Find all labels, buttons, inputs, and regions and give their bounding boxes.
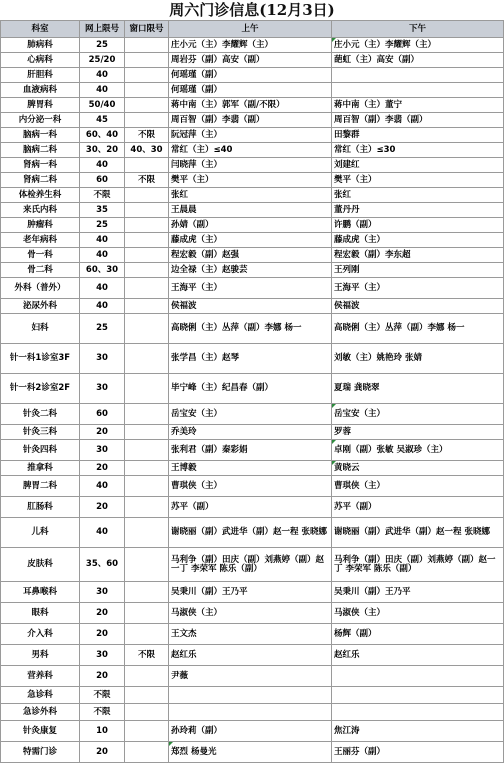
online-quota-cell: 40 [80,158,125,173]
pm-doctors-cell [332,68,504,83]
am-doctors-cell [169,704,332,721]
am-doctors-cell: 王晨晨 [169,203,332,218]
table-row [1,98,504,113]
table-row [1,143,504,158]
online-quota-cell: 20 [80,425,125,440]
dept-cell: 针灸三科 [1,425,80,440]
dept-cell: 皮肤科 [1,548,80,582]
online-quota-cell: 25 [80,38,125,53]
pm-doctors-cell: 张红 [332,188,504,203]
am-doctors-cell: 苏平（副） [169,497,332,518]
window-quota-cell: 不限 [125,173,169,188]
table-row [1,233,504,248]
table-row [1,188,504,203]
table-row [1,476,504,497]
online-quota-cell: 40 [80,248,125,263]
am-doctors-cell: 郑烈 杨曼光 [169,742,332,763]
table-row [1,704,504,721]
dept-cell: 针灸二科 [1,404,80,425]
online-quota-cell: 20 [80,461,125,476]
window-quota-cell: 不限 [125,128,169,143]
table-row [1,518,504,548]
pm-doctors-cell: 王丽芬（副） [332,742,504,763]
dept-cell: 针灸康复 [1,721,80,742]
dept-cell: 肿瘤科 [1,218,80,233]
dept-cell: 针灸四科 [1,440,80,461]
pm-doctors-cell: 藤成虎（主） [332,233,504,248]
pm-doctors-cell: 樊平（主） [332,173,504,188]
online-quota-cell: 10 [80,721,125,742]
pm-doctors-cell: 常红（主）≤30 [332,143,504,158]
online-quota-cell: 60 [80,404,125,425]
dept-cell: 儿科 [1,518,80,548]
table-row [1,218,504,233]
online-quota-cell: 不限 [80,704,125,721]
table-row [1,497,504,518]
am-doctors-cell: 马淑侠（主） [169,603,332,624]
window-quota-cell [125,624,169,645]
table-row [1,374,504,404]
pm-doctors-cell: 苏平（副） [332,497,504,518]
pm-doctors-cell: 焦江涛 [332,721,504,742]
pm-doctors-cell: 周百智（副）李翡（副） [332,113,504,128]
am-doctors-cell: 张红 [169,188,332,203]
pm-doctors-cell: 刘敏（主）姚艳玲 张婧 [332,344,504,374]
table-row [1,440,504,461]
dept-cell: 血液病科 [1,83,80,98]
am-doctors-cell [169,687,332,704]
pm-doctors-cell: 王海平（主） [332,278,504,299]
dept-cell: 脑病二科 [1,143,80,158]
table-row [1,425,504,440]
table-row [1,128,504,143]
page-title: 周六门诊信息(12月3日) [169,1,335,19]
am-doctors-cell: 赵红乐 [169,645,332,666]
pm-doctors-cell [332,83,504,98]
dept-cell: 泌尿外科 [1,299,80,314]
window-quota-cell [125,721,169,742]
window-quota-cell [125,83,169,98]
window-quota-cell [125,518,169,548]
header-am: 上午 [169,21,332,38]
header-row [1,21,504,38]
online-quota-cell: 50/40 [80,98,125,113]
dept-cell: 肾病二科 [1,173,80,188]
dept-cell: 脾胃二科 [1,476,80,497]
pm-doctors-cell: 罗蓉 [332,425,504,440]
pm-doctors-cell: 夏瑞 龚晓翠 [332,374,504,404]
dept-cell: 针一科2诊室2F [1,374,80,404]
am-doctors-cell: 高晓俐（主）丛萍（副）李娜 杨一 [169,314,332,344]
am-doctors-cell: 闫晓萍（主） [169,158,332,173]
table-row [1,278,504,299]
online-quota-cell: 45 [80,113,125,128]
pm-doctors-cell: 侯福波 [332,299,504,314]
window-quota-cell: 不限 [125,645,169,666]
online-quota-cell: 60、40 [80,128,125,143]
online-quota-cell: 40 [80,83,125,98]
table-row [1,83,504,98]
table-row [1,53,504,68]
pm-doctors-cell: 曹琪侠（主） [332,476,504,497]
table-row [1,314,504,344]
window-quota-cell [125,98,169,113]
table-row [1,158,504,173]
table-row [1,548,504,582]
table-row [1,203,504,218]
window-quota-cell [125,113,169,128]
am-doctors-cell: 吴秉川（副）王乃平 [169,582,332,603]
online-quota-cell: 20 [80,624,125,645]
online-quota-cell: 不限 [80,687,125,704]
table-row [1,742,504,763]
am-doctors-cell: 藤成虎（主） [169,233,332,248]
online-quota-cell: 30 [80,582,125,603]
am-doctors-cell: 周百智（副）李翡（副） [169,113,332,128]
dept-cell: 脾胃科 [1,98,80,113]
table-row [1,299,504,314]
pm-doctors-cell: 高晓俐（主）丛萍（副）李娜 杨一 [332,314,504,344]
am-doctors-cell: 谢晓丽（副）武进华（副）赵一程 张晓娜 [169,518,332,548]
window-quota-cell [125,299,169,314]
am-doctors-cell: 蒋中南（主）郭军（副/不限） [169,98,332,113]
pm-doctors-cell: 马利争（副）田庆（副）刘燕婷（副）赵一丁 李荣军 陈乐（副） [332,548,504,582]
am-doctors-cell: 曹琪侠（主） [169,476,332,497]
online-quota-cell: 20 [80,497,125,518]
pm-doctors-cell: 田黎群 [332,128,504,143]
pm-doctors-cell: 岳宝安（主） [332,404,504,425]
online-quota-cell: 60 [80,173,125,188]
window-quota-cell [125,278,169,299]
am-doctors-cell: 程宏毅（副）赵强 [169,248,332,263]
online-quota-cell: 25 [80,314,125,344]
header-online-quota: 网上限号 [80,21,125,38]
window-quota-cell [125,666,169,687]
am-doctors-cell: 周岩芬（副）高安（副） [169,53,332,68]
am-doctors-cell: 何瑶瑾（副） [169,83,332,98]
pm-doctors-cell [332,666,504,687]
am-doctors-cell: 常红（主）≤40 [169,143,332,158]
table-row [1,38,504,53]
dept-cell: 介入科 [1,624,80,645]
window-quota-cell [125,603,169,624]
dept-cell: 妇科 [1,314,80,344]
window-quota-cell [125,582,169,603]
window-quota-cell [125,233,169,248]
table-row [1,344,504,374]
pm-doctors-cell: 黄晓云 [332,461,504,476]
online-quota-cell: 30 [80,344,125,374]
pm-doctors-cell: 许鹏（副） [332,218,504,233]
window-quota-cell [125,497,169,518]
am-doctors-cell: 岳宝安（主） [169,404,332,425]
schedule-table [0,20,504,763]
online-quota-cell: 不限 [80,188,125,203]
table-row [1,582,504,603]
am-doctors-cell: 王博毅 [169,461,332,476]
online-quota-cell: 20 [80,742,125,763]
pm-doctors-cell: 卓刚（副）张敏 吴淑珍（主） [332,440,504,461]
am-doctors-cell: 毕宁峰（主）纪昌春（副） [169,374,332,404]
pm-doctors-cell: 刘建红 [332,158,504,173]
dept-cell: 骨一科 [1,248,80,263]
dept-cell: 眼科 [1,603,80,624]
window-quota-cell: 40、30 [125,143,169,158]
dept-cell: 来氏内科 [1,203,80,218]
header-window-quota: 窗口限号 [125,21,169,38]
table-row [1,603,504,624]
table-row [1,68,504,83]
pm-doctors-cell: 谢晓丽（副）武进华（副）赵一程 张晓娜 [332,518,504,548]
window-quota-cell [125,263,169,278]
dept-cell: 耳鼻喉科 [1,582,80,603]
pm-doctors-cell [332,704,504,721]
am-doctors-cell: 樊平（主） [169,173,332,188]
pm-doctors-cell: 董丹丹 [332,203,504,218]
pm-doctors-cell: 庄小元（主）李耀辉（主） [332,38,504,53]
dept-cell: 针一科1诊室3F [1,344,80,374]
window-quota-cell [125,476,169,497]
online-quota-cell: 40 [80,68,125,83]
dept-cell: 心病科 [1,53,80,68]
pm-doctors-cell: 杨辉（副） [332,624,504,645]
am-doctors-cell: 张学昌（主）赵琴 [169,344,332,374]
pm-doctors-cell: 赵红乐 [332,645,504,666]
table-row [1,404,504,425]
window-quota-cell [125,248,169,263]
online-quota-cell: 30 [80,645,125,666]
am-doctors-cell: 庄小元（主）李耀辉（主） [169,38,332,53]
window-quota-cell [125,440,169,461]
am-doctors-cell: 孙玲莉（副） [169,721,332,742]
window-quota-cell [125,188,169,203]
online-quota-cell: 40 [80,299,125,314]
online-quota-cell: 40 [80,233,125,248]
window-quota-cell [125,53,169,68]
window-quota-cell [125,68,169,83]
pm-doctors-cell: 马淑侠（主） [332,603,504,624]
window-quota-cell [125,374,169,404]
online-quota-cell: 25/20 [80,53,125,68]
online-quota-cell: 30、20 [80,143,125,158]
am-doctors-cell: 尹薇 [169,666,332,687]
table-row [1,624,504,645]
window-quota-cell [125,38,169,53]
dept-cell: 内分泌一科 [1,113,80,128]
am-doctors-cell: 王海平（主） [169,278,332,299]
table-row [1,721,504,742]
pm-doctors-cell: 蒋中南（主）董宁 [332,98,504,113]
dept-cell: 老年病科 [1,233,80,248]
dept-cell: 肝胆科 [1,68,80,83]
am-doctors-cell: 王文杰 [169,624,332,645]
window-quota-cell [125,218,169,233]
table-row [1,113,504,128]
online-quota-cell: 60、30 [80,263,125,278]
window-quota-cell [125,158,169,173]
dept-cell: 急诊外科 [1,704,80,721]
table-row [1,173,504,188]
window-quota-cell [125,548,169,582]
online-quota-cell: 20 [80,666,125,687]
online-quota-cell: 40 [80,518,125,548]
pm-doctors-cell: 程宏毅（副）李东超 [332,248,504,263]
table-row [1,461,504,476]
window-quota-cell [125,344,169,374]
dept-cell: 脑病一科 [1,128,80,143]
pm-doctors-cell: 吴秉川（副）王乃平 [332,582,504,603]
am-doctors-cell: 张利君（副）秦彩娟 [169,440,332,461]
online-quota-cell: 40 [80,476,125,497]
pm-doctors-cell [332,687,504,704]
window-quota-cell [125,425,169,440]
online-quota-cell: 30 [80,374,125,404]
table-row [1,645,504,666]
window-quota-cell [125,314,169,344]
am-doctors-cell: 马利争（副）田庆（副）刘燕婷（副）赵一丁 李荣军 陈乐（副） [169,548,332,582]
header-dept: 科室 [1,21,80,38]
dept-cell: 男科 [1,645,80,666]
online-quota-cell: 35、60 [80,548,125,582]
window-quota-cell [125,742,169,763]
dept-cell: 急诊科 [1,687,80,704]
online-quota-cell: 40 [80,278,125,299]
table-row [1,666,504,687]
dept-cell: 推拿科 [1,461,80,476]
dept-cell: 肾病一科 [1,158,80,173]
am-doctors-cell: 侯福波 [169,299,332,314]
header-pm: 下午 [332,21,504,38]
online-quota-cell: 25 [80,218,125,233]
dept-cell: 外科（普外） [1,278,80,299]
am-doctors-cell: 何瑶瑾（副） [169,68,332,83]
dept-cell: 肺病科 [1,38,80,53]
dept-cell: 体检养生科 [1,188,80,203]
online-quota-cell: 20 [80,603,125,624]
pm-doctors-cell: 王列刚 [332,263,504,278]
table-row [1,687,504,704]
dept-cell: 营养科 [1,666,80,687]
window-quota-cell [125,687,169,704]
am-doctors-cell: 孙婧（副） [169,218,332,233]
window-quota-cell [125,461,169,476]
window-quota-cell [125,404,169,425]
dept-cell: 特需门诊 [1,742,80,763]
pm-doctors-cell: 葩虹（主）高安（副） [332,53,504,68]
am-doctors-cell: 乔美玲 [169,425,332,440]
am-doctors-cell: 阮冠萍（主） [169,128,332,143]
table-row [1,248,504,263]
window-quota-cell [125,704,169,721]
table-row [1,263,504,278]
online-quota-cell: 30 [80,440,125,461]
dept-cell: 骨二科 [1,263,80,278]
dept-cell: 肛肠科 [1,497,80,518]
window-quota-cell [125,203,169,218]
am-doctors-cell: 边全禄（主）赵骏芸 [169,263,332,278]
online-quota-cell: 35 [80,203,125,218]
